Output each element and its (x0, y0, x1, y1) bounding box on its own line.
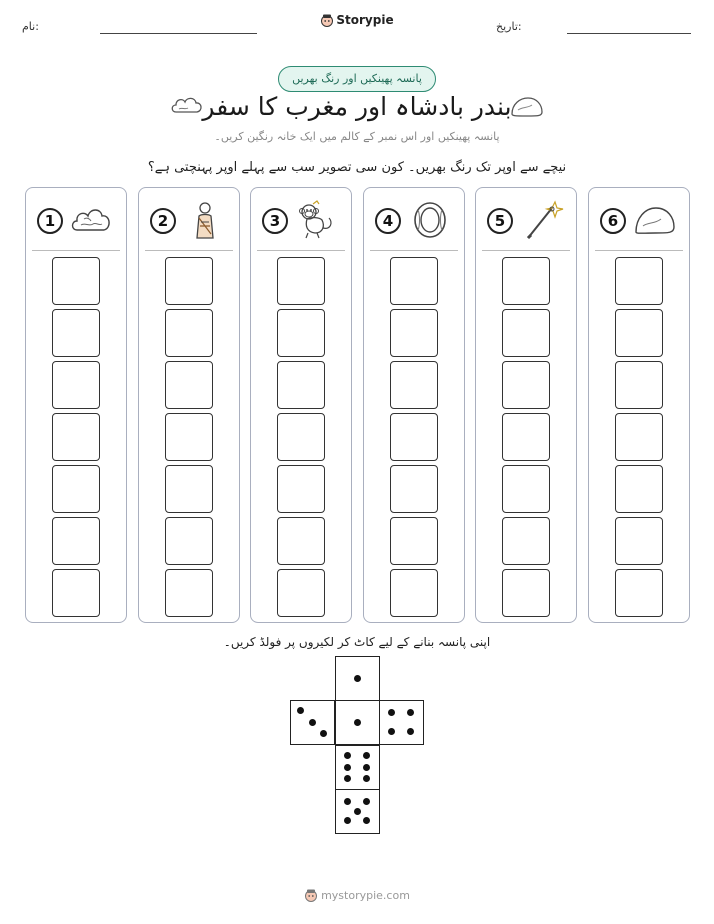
color-cell[interactable] (165, 309, 213, 357)
color-cell[interactable] (52, 413, 100, 461)
color-cell[interactable] (390, 309, 438, 357)
die-pip (309, 719, 316, 726)
column-number: 5 (487, 208, 513, 234)
color-cell[interactable] (390, 517, 438, 565)
color-cell[interactable] (390, 465, 438, 513)
color-cell[interactable] (277, 309, 325, 357)
color-cell[interactable] (502, 361, 550, 409)
column-3 (250, 187, 352, 623)
column-header (26, 188, 126, 250)
color-cell[interactable] (165, 465, 213, 513)
column-divider (595, 250, 683, 251)
die-pip (344, 817, 351, 824)
activity-badge: پانسہ پھینکیں اور رنگ بھریں (278, 66, 436, 92)
color-cell[interactable] (165, 517, 213, 565)
die-pip (363, 798, 370, 805)
die-pip (363, 775, 370, 782)
golden-ring-icon (408, 200, 452, 240)
column-number: 3 (262, 208, 288, 234)
column-header (139, 188, 239, 250)
column-divider (32, 250, 120, 251)
column-header (364, 188, 464, 250)
color-cell[interactable] (615, 465, 663, 513)
column-divider (145, 250, 233, 251)
storypie-footer-logo-icon (304, 888, 318, 902)
color-cell[interactable] (502, 413, 550, 461)
stone-icon (633, 200, 677, 240)
color-cell[interactable] (165, 569, 213, 617)
die-pip (344, 752, 351, 759)
color-cell[interactable] (390, 413, 438, 461)
die-pip (363, 817, 370, 824)
color-cell[interactable] (390, 569, 438, 617)
brand-header (0, 13, 714, 27)
die-face-5 (335, 789, 380, 834)
monkey-icon (295, 200, 339, 240)
die-pip (320, 730, 327, 737)
column-number: 1 (37, 208, 63, 234)
die-pip (354, 808, 361, 815)
die-pip (344, 764, 351, 771)
date-line[interactable] (567, 33, 691, 34)
page-title: بندر بادشاہ اور مغرب کا سفر (202, 92, 512, 121)
color-cell[interactable] (502, 517, 550, 565)
column-divider (370, 250, 458, 251)
die-face-6 (335, 745, 380, 790)
storypie-logo-icon (320, 13, 334, 27)
instruction-text: نیچے سے اوپر تک رنگ بھریں۔ کون سی تصویر سب سے پہلے اوپر پہنچتی ہے؟ (147, 160, 567, 175)
color-cell[interactable] (52, 361, 100, 409)
column-number: 6 (600, 208, 626, 234)
die-pip (344, 798, 351, 805)
color-cell[interactable] (52, 309, 100, 357)
column-header (476, 188, 576, 250)
color-cell[interactable] (52, 569, 100, 617)
color-cell[interactable] (502, 257, 550, 305)
column-number: 2 (150, 208, 176, 234)
color-cell[interactable] (277, 517, 325, 565)
die-face-4 (379, 700, 424, 745)
die-face-3 (290, 700, 335, 745)
die-pip (363, 752, 370, 759)
color-cell[interactable] (52, 465, 100, 513)
color-cell[interactable] (277, 465, 325, 513)
column-header (589, 188, 689, 250)
color-cell[interactable] (52, 517, 100, 565)
color-cell[interactable] (615, 361, 663, 409)
color-cell[interactable] (277, 257, 325, 305)
color-cell[interactable] (390, 257, 438, 305)
die-pip (407, 709, 414, 716)
die-pip (388, 709, 395, 716)
color-cell[interactable] (615, 413, 663, 461)
die-face-1 (335, 656, 380, 701)
color-cell[interactable] (615, 569, 663, 617)
color-cell[interactable] (277, 569, 325, 617)
column-divider (257, 250, 345, 251)
die-pip (407, 728, 414, 735)
footer-url[interactable]: mystorypie.com (321, 889, 410, 902)
column-header (251, 188, 351, 250)
color-cell[interactable] (502, 569, 550, 617)
column-4 (363, 187, 465, 623)
stone-title-icon (510, 96, 544, 118)
color-cell[interactable] (615, 517, 663, 565)
color-cell[interactable] (502, 465, 550, 513)
color-cell[interactable] (165, 361, 213, 409)
die-face-1 (335, 700, 380, 745)
color-cell[interactable] (277, 413, 325, 461)
footer (0, 888, 714, 902)
color-cell[interactable] (165, 257, 213, 305)
color-cell[interactable] (277, 361, 325, 409)
die-pip (297, 707, 304, 714)
color-cell[interactable] (390, 361, 438, 409)
color-cell[interactable] (52, 257, 100, 305)
brand-name: Storypie (336, 13, 394, 27)
monk-icon (183, 200, 227, 240)
magic-staff-icon (520, 200, 564, 240)
subtitle: پانسہ پھینکیں اور اس نمبر کے کالم میں ایک خانہ رنگین کریں۔ (214, 130, 500, 143)
color-cell[interactable] (165, 413, 213, 461)
column-number: 4 (375, 208, 401, 234)
name-label: نام: (22, 20, 39, 33)
die-pip (344, 775, 351, 782)
die-pip (354, 719, 361, 726)
die-pip (388, 728, 395, 735)
name-line[interactable] (100, 33, 257, 34)
cloud-icon (70, 200, 114, 240)
date-label: تاریخ: (496, 20, 522, 33)
column-divider (482, 250, 570, 251)
die-pip (354, 675, 361, 682)
column-6 (588, 187, 690, 623)
die-pip (363, 764, 370, 771)
cut-instruction: اپنی پانسہ بنانے کے لیے کاٹ کر لکیروں پر فولڈ کریں۔ (223, 635, 491, 649)
color-cell[interactable] (615, 257, 663, 305)
column-1 (25, 187, 127, 623)
color-cell[interactable] (502, 309, 550, 357)
color-cell[interactable] (615, 309, 663, 357)
column-2 (138, 187, 240, 623)
column-5 (475, 187, 577, 623)
